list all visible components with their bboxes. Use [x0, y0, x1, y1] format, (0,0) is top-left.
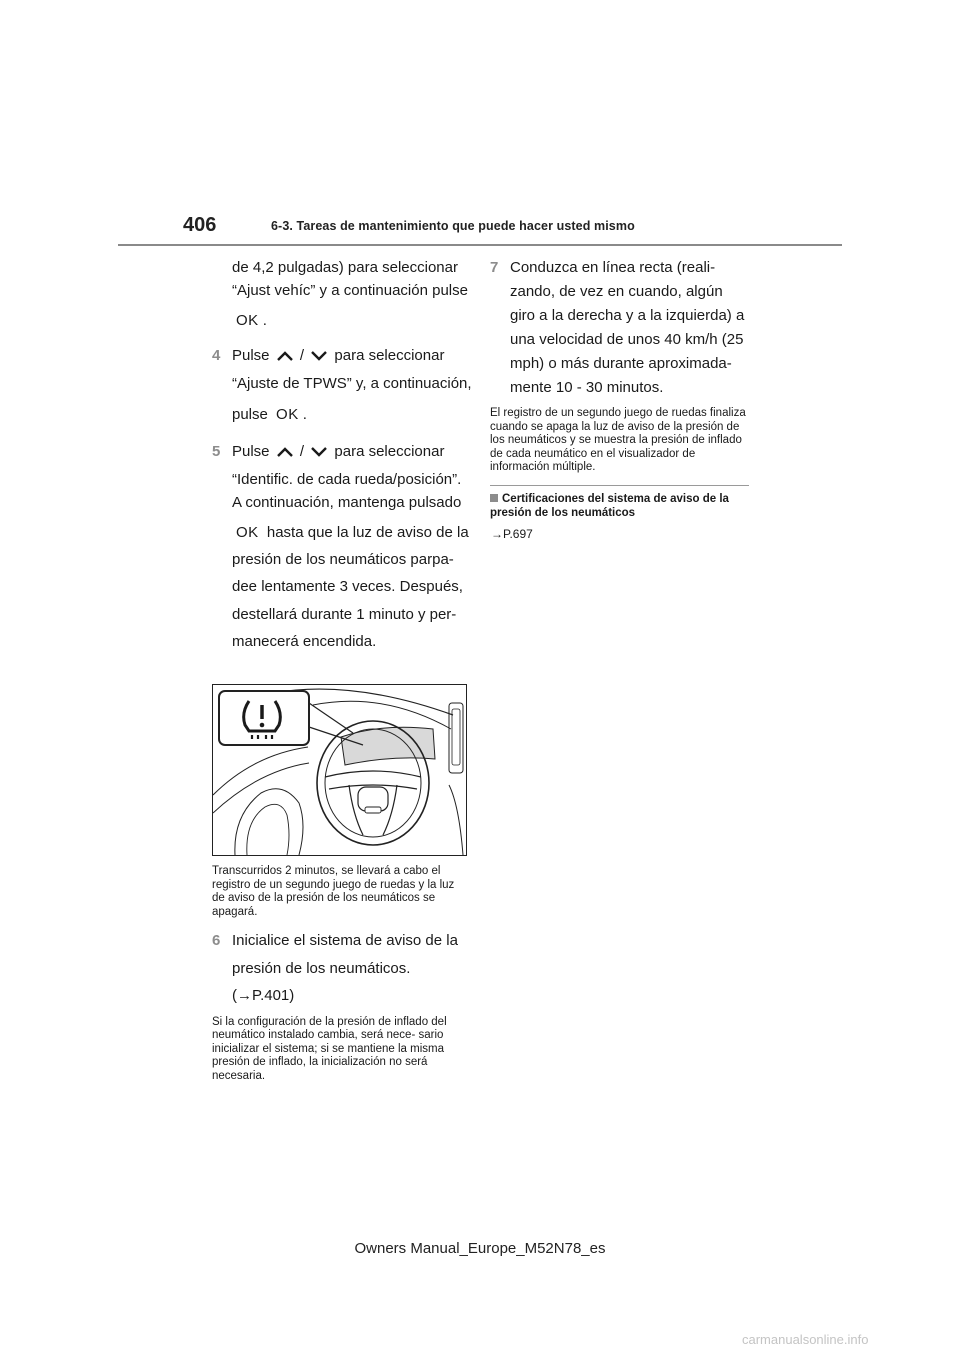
chevron-down-icon	[309, 446, 329, 458]
step-4	[212, 344, 472, 426]
page-footer: Owners Manual_Europe_M52N78_es	[354, 1240, 606, 1257]
right-column	[490, 256, 752, 475]
step-4-line-3	[232, 403, 472, 426]
intro-line-3	[232, 309, 472, 332]
step-4-line-1	[232, 344, 472, 367]
step-7-line-3: giro a la derecha y a la izquierda) a	[510, 306, 745, 324]
step-6	[212, 929, 470, 1007]
step-7-line-6: mente 10 - 30 minutos.	[510, 378, 664, 396]
ok-button-icon: OK	[276, 406, 299, 424]
page-number: 406	[183, 214, 217, 236]
step-5	[212, 440, 472, 653]
ok-button-icon: OK	[236, 311, 259, 329]
step-5-line-6: dee lentamente 3 veces. Después,	[232, 578, 463, 596]
chevron-up-icon	[275, 350, 295, 362]
step-5-after: para seleccionar	[334, 443, 445, 461]
step-4-slash: /	[299, 347, 305, 365]
chevron-up-icon	[275, 446, 295, 458]
step-6-line-2: presión de los neumáticos.	[232, 959, 411, 977]
section-divider	[490, 485, 749, 486]
step-7-number: 7	[490, 259, 499, 276]
intro-line-1: de 4,2 pulgadas) para seleccionar	[232, 259, 458, 276]
watermark: carmanualsonline.info	[742, 1332, 869, 1347]
step-4-pulse-2: pulse	[232, 406, 268, 424]
step-7-line-2: zando, de vez en cuando, algún	[510, 282, 723, 300]
chevron-down-icon	[309, 350, 329, 362]
step-5-line-4	[232, 521, 472, 544]
step-5-pulse: Pulse	[232, 443, 270, 461]
ok-button-icon: OK	[236, 523, 259, 541]
section-title: 6-3. Tareas de mantenimiento que puede hacer usted mismo	[271, 219, 635, 233]
figure-caption: Transcurridos 2 minutos, se llevará a cabo el registro de un segundo juego de ruedas y la luz de aviso de la presión de los neumáticos se apagará.	[212, 865, 455, 918]
left-column-lower	[212, 865, 470, 1084]
header-rule	[118, 244, 842, 246]
intro-end: .	[262, 311, 267, 329]
step-4-after: para seleccionar	[334, 347, 445, 365]
step-6-line-1: Inicialice el sistema de aviso de la	[232, 932, 458, 950]
step-5-line-2: “Identific. de cada rueda/posición”.	[232, 470, 462, 488]
step-7	[490, 256, 752, 399]
step-7-line-4: una velocidad de unos 40 km/h (25	[510, 330, 744, 348]
step-4-number: 4	[212, 347, 221, 365]
step-5-number: 5	[212, 443, 221, 461]
subsection-heading	[490, 492, 750, 520]
heading-square-icon	[490, 494, 498, 502]
tire-pressure-warning-icon	[237, 695, 287, 741]
step-6-number: 6	[212, 932, 221, 950]
step-4-end: .	[302, 406, 307, 424]
step-6-note: Si la configuración de la presión de inflado del neumático instalado cambia, será nece- sario inicializar el sistema; si se mantiene la misma presión de inflado, la inicialización no será necesaria.	[212, 1015, 447, 1082]
step-5-line-1	[232, 440, 472, 463]
step-5-line-8: manecerá encendida.	[232, 633, 377, 651]
step-5-line-5: presión de los neumáticos parpa-	[232, 551, 454, 569]
step-7-note: El registro de un segundo juego de ruedas finaliza cuando se apaga la luz de aviso de la presión de los neumáticos y se muestra la presión de inflado de cada neumático en el visualizador de información múltiple.	[490, 406, 746, 474]
step-7-line-5: mph) o más durante aproximada-	[510, 354, 732, 372]
dashboard-illustration	[212, 684, 467, 856]
step-4-line-2: “Ajuste de TPWS” y, a continuación,	[232, 374, 472, 392]
intro-line-2: “Ajust vehíc” y a continuación pulse	[232, 282, 468, 300]
step-5-line-3: A continuación, mantenga pulsado	[232, 494, 462, 512]
subsection-heading-text: Certificaciones del sistema de aviso de la presión de los neumáticos	[490, 493, 729, 519]
left-column	[212, 256, 472, 654]
step-5-slash: /	[299, 443, 305, 461]
step-6-line-3: (→P.401)	[232, 987, 295, 1005]
step-5-line-4-text: hasta que la luz de aviso de la	[266, 523, 469, 541]
step-5-line-7: destellará durante 1 minuto y per-	[232, 605, 457, 623]
intro-paragraph	[212, 256, 472, 332]
step-7-line-1: Conduzca en línea recta (reali-	[510, 259, 716, 276]
step-4-pulse: Pulse	[232, 347, 270, 365]
page-reference-link[interactable]: →P.697	[491, 527, 533, 541]
